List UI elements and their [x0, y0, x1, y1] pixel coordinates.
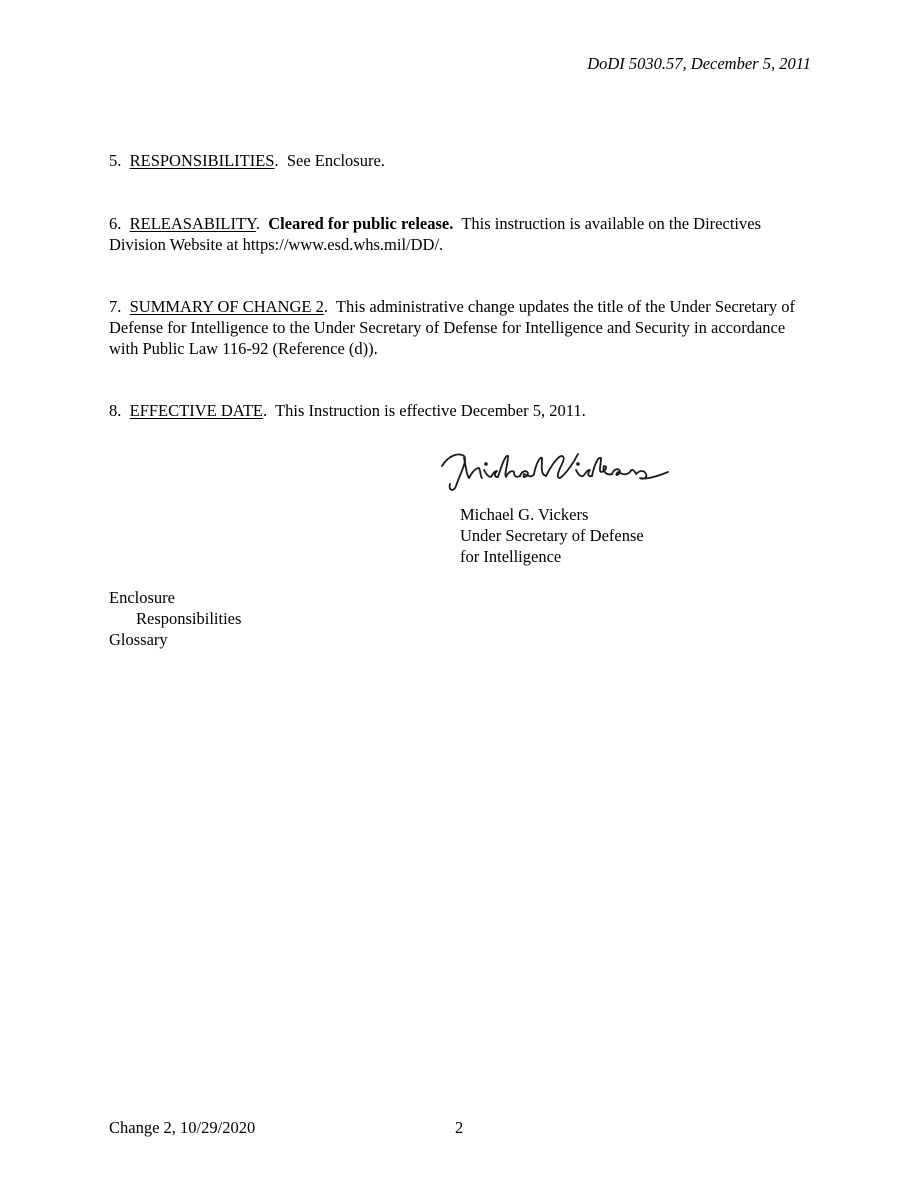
section-text: This Instruction is effective December 5, 2011.: [275, 401, 586, 420]
signatory-title-line1: Under Secretary of Defense: [460, 526, 644, 545]
footer-change: Change 2, 10/29/2020: [109, 1118, 256, 1137]
section-text: This administrative change updates the title of the Under Secretary of Defense for Intelligence to the Under Secretary of Defense for Intelligence and Security in accordance with Public Law 116-92 (Reference (d)).: [109, 297, 796, 358]
enclosure-item: Responsibilities: [136, 609, 242, 628]
signatory-title-line2: for Intelligence: [460, 547, 562, 566]
section-bold-lead: Cleared for public release.: [268, 214, 454, 233]
section-number: 7.: [109, 297, 122, 316]
signatory-name: Michael G. Vickers: [460, 505, 589, 524]
page-number: 2: [455, 1118, 464, 1137]
section-number: 6.: [109, 214, 122, 233]
enclosure-label: Enclosure: [109, 588, 175, 607]
signature-image: [436, 444, 686, 496]
section-heading: SUMMARY OF CHANGE 2: [129, 297, 324, 316]
section-text: See Enclosure.: [286, 151, 385, 170]
enclosure-list: [109, 587, 809, 650]
section-text: This instruction is available on the Directives Division Website at https://www.esd.whs.mil/DD/.: [109, 214, 761, 254]
section-number: 5.: [109, 151, 122, 170]
section-5: 5. RESPONSIBILITIES. See Enclosure.: [109, 151, 385, 170]
signature-block: [460, 504, 644, 567]
glossary-label: Glossary: [109, 630, 168, 649]
section-6: 6. RELEASABILITY. Cleared for public release. This instruction is available on the Directives Division Website at https://www.esd.whs.mil/DD/.: [109, 214, 761, 254]
document-header: DoDI 5030.57, December 5, 2011: [587, 54, 811, 73]
section-8: 8. EFFECTIVE DATE. This Instruction is effective December 5, 2011.: [109, 401, 586, 420]
section-number: 8.: [109, 401, 122, 420]
section-heading: RESPONSIBILITIES: [129, 151, 275, 170]
section-heading: RELEASABILITY: [129, 214, 256, 233]
section-heading: EFFECTIVE DATE: [129, 401, 263, 420]
section-7: 7. SUMMARY OF CHANGE 2. This administrative change updates the title of the Under Secretary of Defense for Intelligence to the Under Secretary of Defense for Intelligence and Security in accordance with Public Law 116-92 (Reference (d)).: [109, 297, 796, 358]
